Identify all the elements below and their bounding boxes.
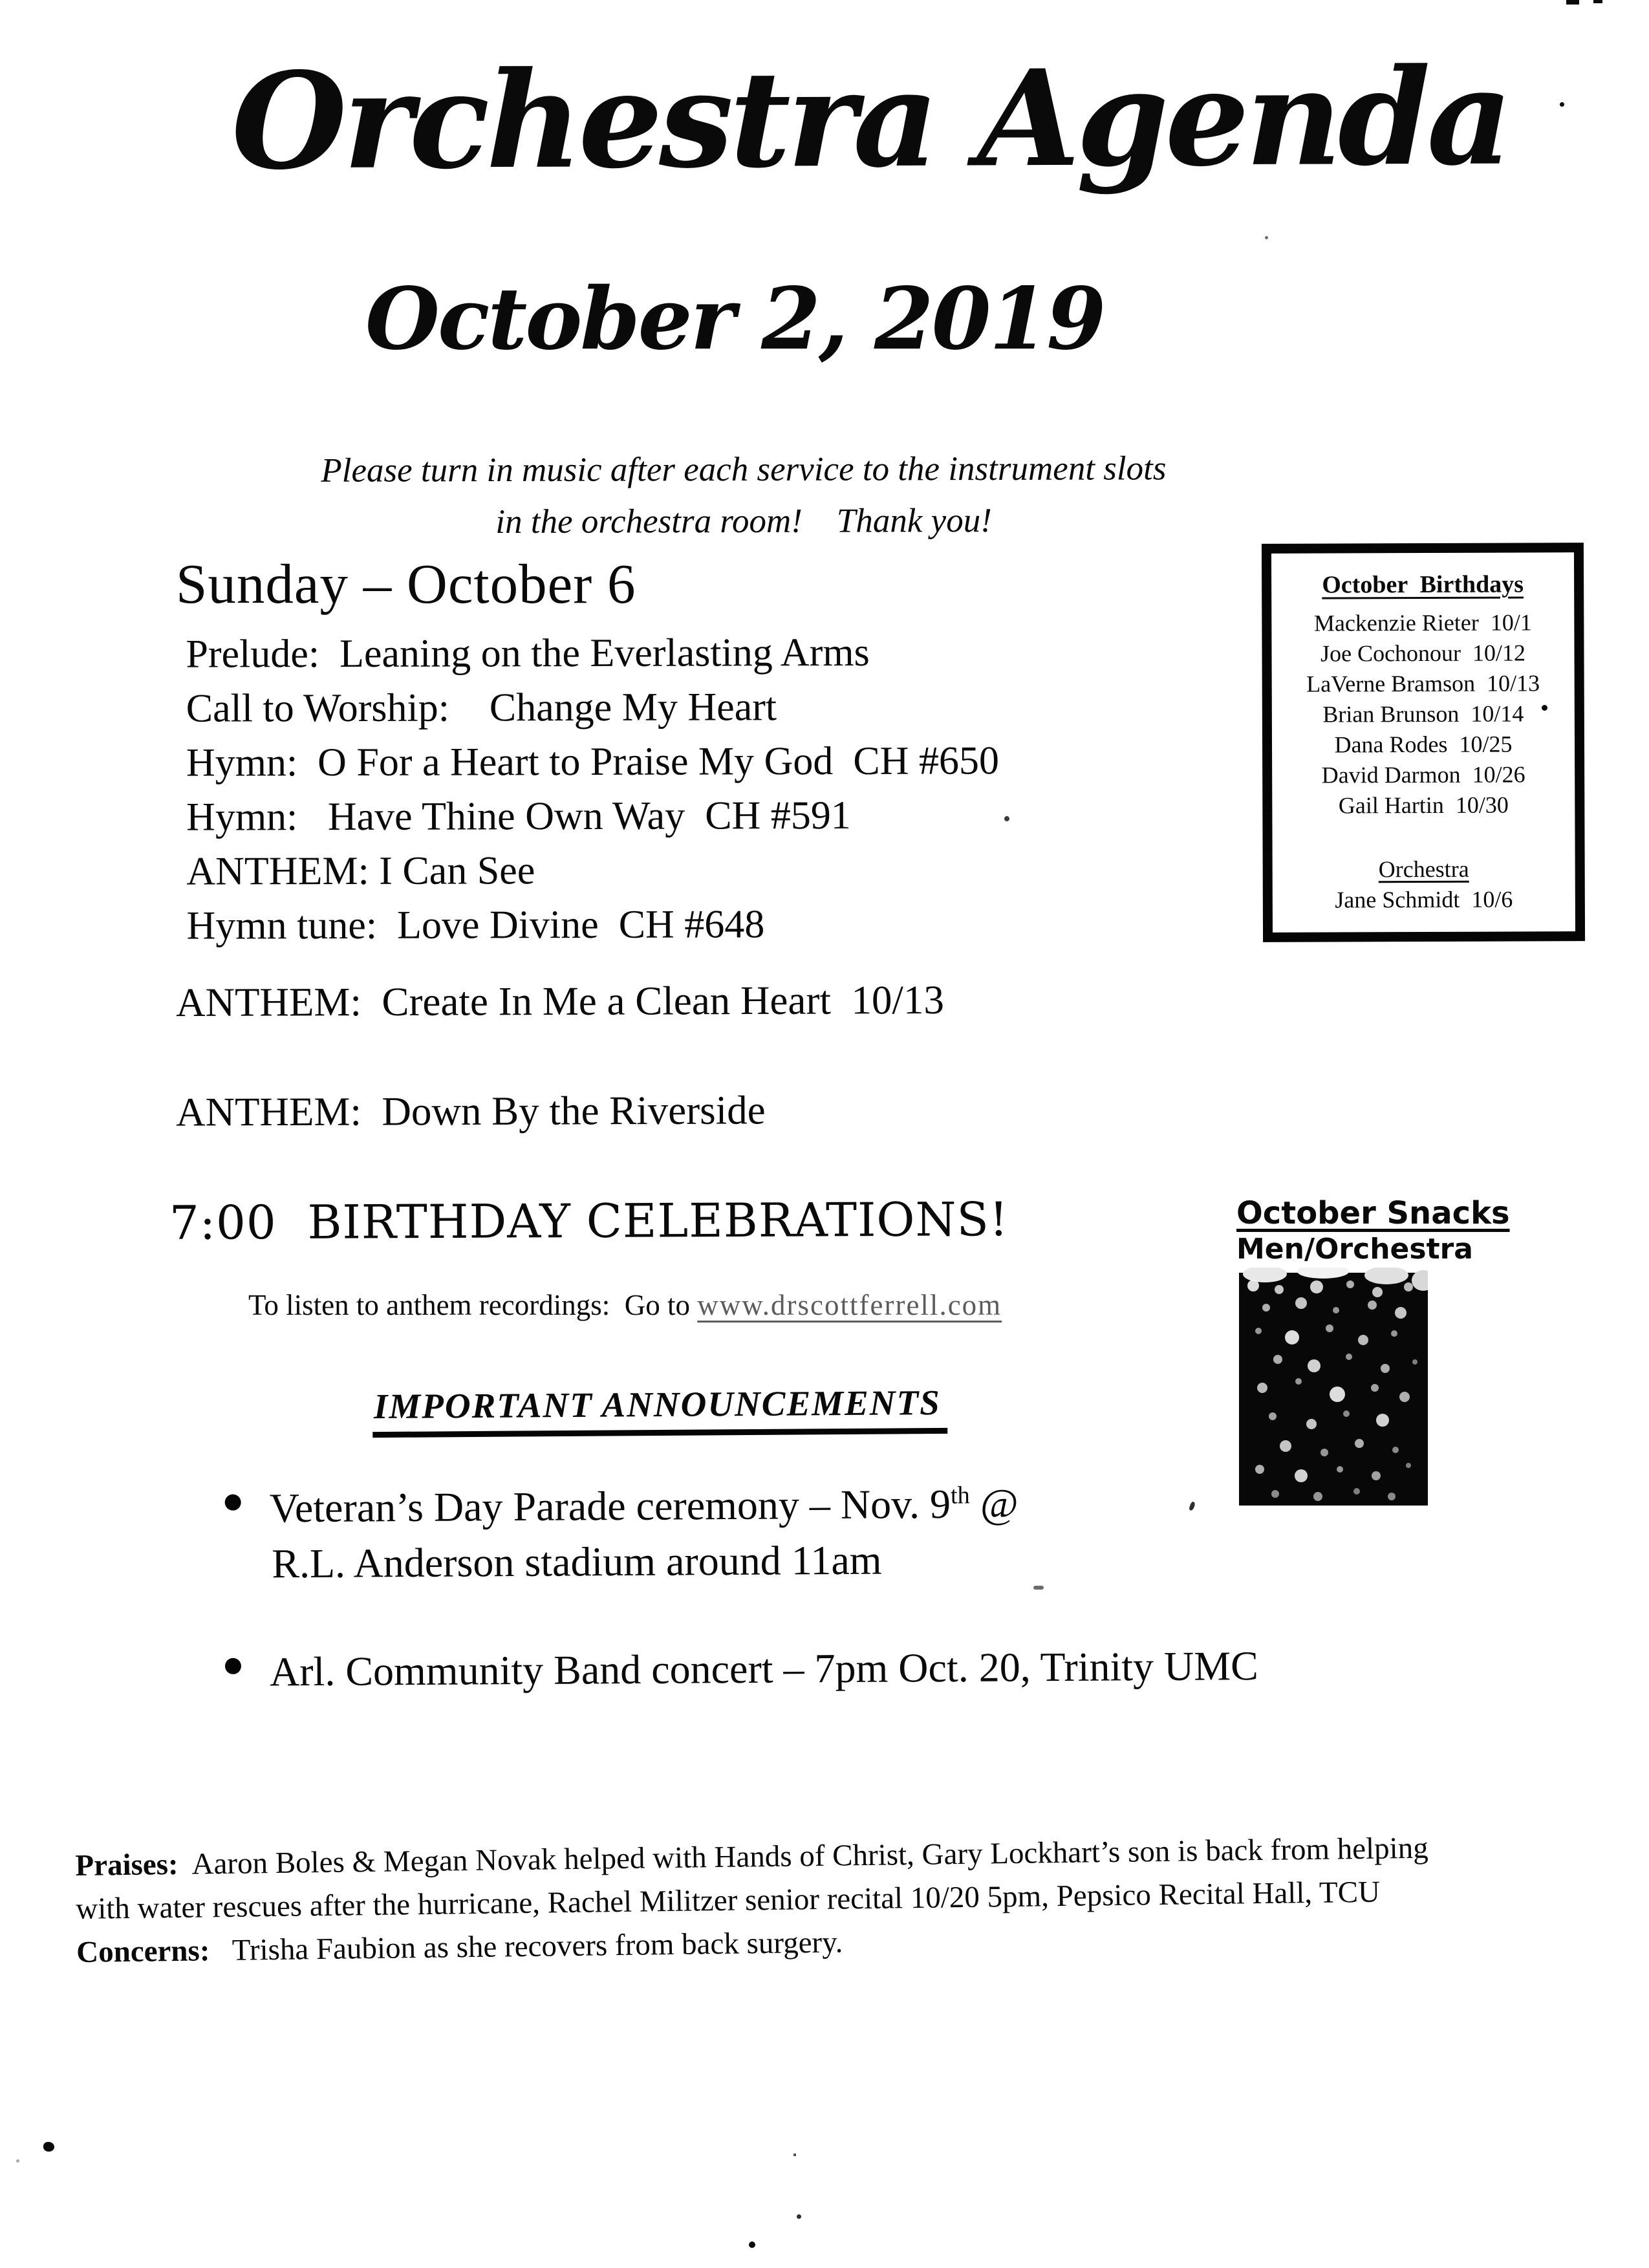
birthday-entry: Gail Hartin 10/30	[1338, 792, 1509, 819]
scan-speck	[43, 2142, 54, 2152]
cookies-photo	[1239, 1268, 1428, 1506]
music-return-notice	[110, 442, 1377, 548]
birthdays-orchestra-subtitle: Orchestra	[1378, 856, 1469, 883]
bullet1-ordinal: th	[950, 1482, 970, 1509]
scan-speck	[749, 2241, 755, 2248]
anthem-recordings-note	[248, 1288, 1002, 1322]
praises-text-2: with water rescues after the hurricane, Rachel Militzer senior recital 10/20 5pm, Pepsico Recital Hall, TCU	[75, 1875, 1381, 1926]
birthdays-title: October Birthdays	[1322, 570, 1524, 599]
announcement-veterans-parade	[224, 1476, 1018, 1592]
scan-speck	[793, 2154, 796, 2156]
birthday-entry-orchestra: Jane Schmidt 10/6	[1335, 886, 1513, 913]
praises-label: Praises:	[75, 1847, 178, 1883]
praises-text-1: Aaron Boles & Megan Novak helped with Hands of Christ, Gary Lockhart’s son is back from helping	[178, 1831, 1429, 1881]
notice-line-1: Please turn in music after each service to the instrument slots	[321, 449, 1167, 490]
important-announcements-heading: IMPORTANT ANNOUNCEMENTS	[372, 1382, 947, 1438]
birthday-entry: David Darmon 10/26	[1321, 761, 1525, 788]
service-line-anthem: ANTHEM: I Can See	[186, 848, 535, 894]
bullet1-text: Veteran’s Day Parade ceremony – Nov. 9	[269, 1480, 951, 1531]
concerns-label: Concerns:	[76, 1934, 210, 1969]
bullet2-text: Arl. Community Band concert – 7pm Oct. 20, Trinity UMC	[269, 1643, 1259, 1695]
bullet1-line-2: R.L. Anderson stadium around 11am	[272, 1537, 882, 1587]
bullet-line-1	[225, 1638, 1258, 1700]
scan-speck	[1566, 0, 1579, 5]
scan-speck	[1265, 236, 1268, 239]
service-line-hymn-1: Hymn: O For a Heart to Praise My God CH #650	[186, 739, 1000, 785]
scan-speck	[1189, 1501, 1196, 1511]
birthday-entry: Brian Brunson 10/14	[1322, 700, 1524, 728]
scan-speck	[797, 2214, 801, 2219]
bullet-line-1	[224, 1476, 1018, 1536]
praises-concerns-block	[75, 1825, 1583, 1974]
birthday-celebrations-line: 7:00 BIRTHDAY CELEBRATIONS!	[169, 1192, 1009, 1250]
recordings-prefix: To listen to anthem recordings: Go to	[248, 1289, 698, 1321]
scan-speck	[1033, 1586, 1044, 1590]
scan-speck	[1593, 0, 1602, 3]
recordings-link[interactable]: www.drscottferrell.com	[697, 1289, 1002, 1321]
birthday-entry: LaVerne Bramson 10/13	[1306, 670, 1540, 697]
birthday-entry: Dana Rodes 10/25	[1334, 731, 1513, 758]
scan-speck	[1004, 816, 1009, 821]
bullet-icon	[225, 1495, 241, 1511]
birthday-entry: Joe Cochonour 10/12	[1320, 640, 1526, 667]
page-date: October 2, 2019	[365, 269, 1105, 369]
service-line-hymn-2: Hymn: Have Thine Own Way CH #591	[186, 793, 851, 839]
bullet-icon	[225, 1658, 241, 1674]
page-title: Orchestra Agenda	[231, 39, 1509, 200]
service-line-hymn-tune: Hymn tune: Love Divine CH #648	[186, 902, 765, 948]
service-line-prelude: Prelude: Leaning on the Everlasting Arms	[186, 630, 870, 676]
bullet1-text-end: @	[969, 1480, 1019, 1527]
service-order-list	[186, 625, 999, 953]
scan-speck	[1560, 102, 1564, 107]
service-heading: Sunday – October 6	[176, 552, 636, 615]
announcement-band-concert	[225, 1638, 1258, 1700]
birthday-entry: Mackenzie Rieter 10/1	[1313, 609, 1532, 636]
anthem-down-by-riverside: ANTHEM: Down By the Riverside	[175, 1087, 766, 1135]
birthdays-spacer	[1272, 820, 1575, 855]
concerns-text: Trisha Faubion as she recovers from back surgery.	[210, 1925, 843, 1968]
october-birthdays-box	[1262, 543, 1585, 942]
scan-speck	[1542, 705, 1547, 711]
scan-speck	[16, 2159, 19, 2163]
notice-line-2: in the orchestra room! Thank you!	[495, 501, 992, 541]
anthem-create-in-me: ANTHEM: Create In Me a Clean Heart 10/13	[175, 977, 945, 1026]
snacks-subheading: Men/Orchestra	[1236, 1233, 1473, 1266]
october-snacks-heading: October Snacks	[1236, 1195, 1510, 1231]
service-line-call-to-worship: Call to Worship: Change My Heart	[186, 685, 777, 731]
